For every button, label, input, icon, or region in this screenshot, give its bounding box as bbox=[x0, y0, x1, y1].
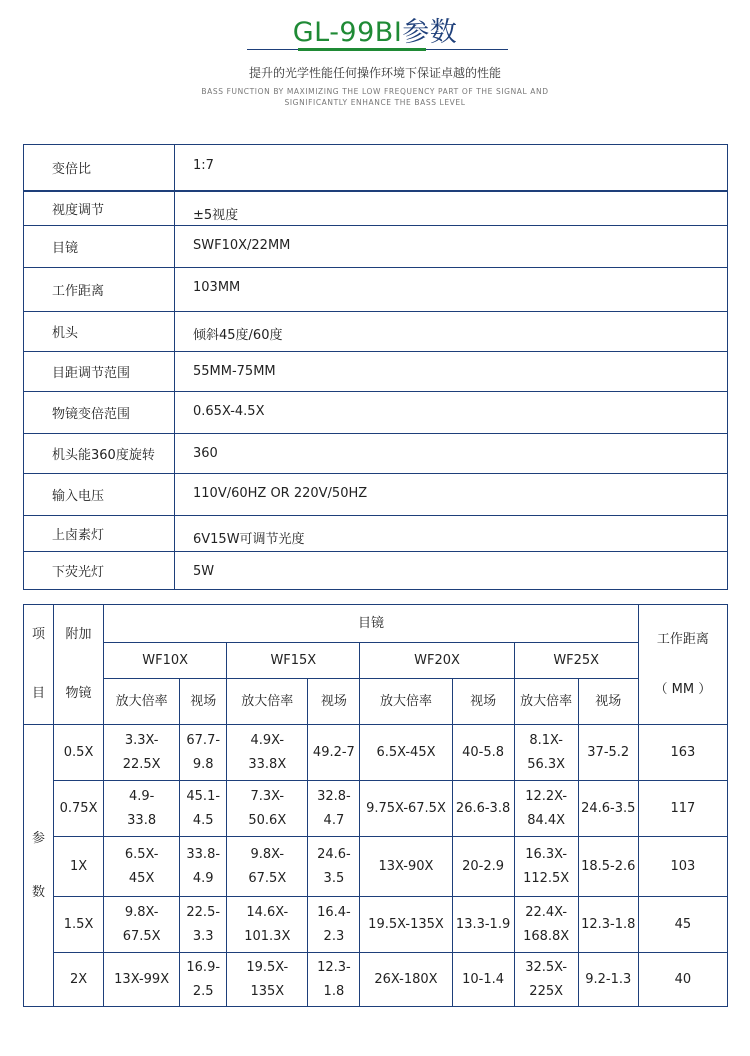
cell-line: 67.7- bbox=[186, 732, 221, 748]
spec-row bbox=[24, 267, 727, 311]
spec-key: 输入电压 bbox=[24, 474, 175, 515]
cell-line: 6.5X-45X bbox=[376, 744, 436, 760]
spec-value: 55MM-75MM bbox=[193, 364, 276, 379]
cell-line: 45.1- bbox=[186, 788, 221, 804]
spec-value: 1:7 bbox=[193, 158, 214, 173]
addon-objective: 2X bbox=[54, 953, 104, 1007]
cell-line: 168.8X bbox=[523, 928, 570, 944]
cell-line: 26.6-3.8 bbox=[455, 800, 511, 816]
cell-line: 13X-90X bbox=[378, 858, 434, 874]
spec-value: 倾斜45度/60度 bbox=[193, 328, 283, 343]
cell-line: 7.3X- bbox=[250, 788, 285, 804]
addon-objective-header bbox=[54, 605, 104, 725]
spec-value: 0.65X-4.5X bbox=[193, 404, 265, 419]
cell-line: 18.5-2.6 bbox=[581, 858, 636, 874]
magnification-cell bbox=[360, 725, 452, 781]
spec-key: 目距调节范围 bbox=[24, 352, 175, 391]
magnification-cell bbox=[104, 897, 180, 953]
cell-line: 16.3X- bbox=[525, 846, 568, 862]
working-distance-unit: （ MM ） bbox=[654, 681, 712, 697]
spec-key: 变倍比 bbox=[24, 145, 175, 190]
working-distance-value: 103 bbox=[638, 837, 727, 897]
field-of-view-cell bbox=[452, 837, 514, 897]
item-header-top: 项 bbox=[32, 627, 46, 642]
eyepiece-name: WF15X bbox=[227, 643, 360, 679]
table-row bbox=[24, 837, 728, 897]
field-of-view-cell bbox=[578, 781, 638, 837]
field-of-view-cell bbox=[452, 781, 514, 837]
page-title bbox=[0, 10, 750, 49]
cell-line: 225X bbox=[529, 983, 564, 999]
field-of-view-cell bbox=[308, 953, 360, 1007]
cell-line: 67.5X bbox=[248, 870, 287, 886]
cell-line: 67.5X bbox=[122, 928, 161, 944]
cell-line: 22.4X- bbox=[525, 904, 568, 920]
field-of-view-header: 视场 bbox=[308, 679, 360, 725]
title-suffix: 参数 bbox=[402, 17, 458, 48]
cell-line: 13.3-1.9 bbox=[455, 916, 511, 932]
field-of-view-cell bbox=[578, 725, 638, 781]
working-distance-value: 163 bbox=[638, 725, 727, 781]
eyepiece-header: 目镜 bbox=[104, 605, 639, 643]
item-header-bottom: 目 bbox=[32, 686, 46, 701]
subtitle: 提升的光学性能任何操作环境下保证卓越的性能 bbox=[248, 66, 501, 80]
spec-row bbox=[24, 225, 727, 267]
addon-header-bottom: 物镜 bbox=[65, 686, 92, 701]
cell-line: 20-2.9 bbox=[462, 858, 505, 874]
field-of-view-cell bbox=[308, 837, 360, 897]
spec-row bbox=[24, 391, 727, 433]
parameter-table bbox=[23, 604, 728, 1007]
spec-value: 6V15W可调节光度 bbox=[193, 532, 305, 547]
table-row bbox=[24, 953, 728, 1007]
cell-line: 12.3-1.8 bbox=[581, 916, 636, 932]
cell-line: 4.9 bbox=[192, 870, 214, 886]
cell-line: 13X-99X bbox=[114, 971, 170, 987]
addon-objective: 1X bbox=[54, 837, 104, 897]
side-label-bottom: 数 bbox=[32, 884, 46, 900]
subtitle-english-line-2: SIGNIFICANTLY ENHANCE THE BASS LEVEL bbox=[284, 98, 466, 107]
title-model: GL-99BI bbox=[292, 17, 403, 48]
magnification-cell bbox=[227, 781, 308, 837]
addon-objective: 0.75X bbox=[54, 781, 104, 837]
cell-line: 4.9- bbox=[128, 788, 155, 804]
spec-key: 上卤素灯 bbox=[24, 516, 175, 551]
field-of-view-cell bbox=[452, 897, 514, 953]
field-of-view-cell bbox=[180, 897, 227, 953]
field-of-view-cell bbox=[578, 897, 638, 953]
spec-key: 下荧光灯 bbox=[24, 552, 175, 589]
cell-line: 33.8X bbox=[248, 756, 287, 772]
field-of-view-header: 视场 bbox=[180, 679, 227, 725]
magnification-header: 放大倍率 bbox=[227, 679, 308, 725]
cell-line: 84.4X bbox=[527, 812, 566, 828]
spec-key: 机头能360度旋转 bbox=[24, 434, 175, 473]
table-row bbox=[24, 781, 728, 837]
subtitle-english-line-1: BASS FUNCTION BY MAXIMIZING THE LOW FREQUENCY PART OF THE SIGNAL AND bbox=[201, 87, 549, 96]
cell-line: 33.8- bbox=[186, 846, 221, 862]
field-of-view-header: 视场 bbox=[452, 679, 514, 725]
cell-line: 56.3X bbox=[527, 756, 566, 772]
spec-row bbox=[24, 473, 727, 515]
eyepiece-name: WF20X bbox=[360, 643, 514, 679]
cell-line: 24.6- bbox=[317, 846, 351, 862]
cell-line: 16.4- bbox=[317, 904, 351, 920]
cell-line: 37-5.2 bbox=[587, 744, 630, 760]
side-label-top: 参 bbox=[32, 830, 46, 846]
cell-line: 50.6X bbox=[248, 812, 287, 828]
addon-header-top: 附加 bbox=[65, 627, 92, 642]
cell-line: 4.9X- bbox=[250, 732, 285, 748]
cell-line: 6.5X- bbox=[124, 846, 159, 862]
cell-line: 4.5 bbox=[192, 812, 214, 828]
cell-line: 40-5.8 bbox=[462, 744, 505, 760]
cell-line: 9.75X-67.5X bbox=[366, 800, 446, 816]
magnification-cell bbox=[360, 837, 452, 897]
cell-line: 33.8 bbox=[127, 812, 157, 828]
addon-objective: 1.5X bbox=[54, 897, 104, 953]
field-of-view-cell bbox=[578, 953, 638, 1007]
cell-line: 14.6X- bbox=[246, 904, 289, 920]
spec-value: SWF10X/22MM bbox=[193, 238, 291, 253]
cell-line: 32.8- bbox=[317, 788, 351, 804]
field-of-view-cell bbox=[180, 781, 227, 837]
cell-line: 3.3 bbox=[192, 928, 214, 944]
spec-row bbox=[24, 551, 727, 589]
spec-row bbox=[24, 351, 727, 391]
table-row bbox=[24, 897, 728, 953]
magnification-cell bbox=[360, 953, 452, 1007]
magnification-cell bbox=[227, 953, 308, 1007]
cell-line: 16.9- bbox=[186, 959, 221, 975]
cell-line: 2.3 bbox=[323, 928, 345, 944]
cell-line: 19.5X- bbox=[246, 959, 289, 975]
subtitle-english bbox=[180, 86, 570, 108]
cell-line: 9.2-1.3 bbox=[585, 971, 632, 987]
magnification-header: 放大倍率 bbox=[104, 679, 180, 725]
spec-row bbox=[24, 433, 727, 473]
magnification-cell bbox=[104, 781, 180, 837]
cell-line: 45X bbox=[128, 870, 155, 886]
cell-line: 19.5X-135X bbox=[368, 916, 444, 932]
spec-row bbox=[24, 145, 727, 191]
field-of-view-cell bbox=[452, 953, 514, 1007]
cell-line: 12.2X- bbox=[525, 788, 568, 804]
cell-line: 135X bbox=[250, 983, 285, 999]
eyepiece-row bbox=[24, 643, 728, 679]
header-row bbox=[24, 605, 728, 643]
spec-value: ±5视度 bbox=[193, 208, 239, 223]
field-of-view-cell bbox=[180, 953, 227, 1007]
magnification-cell bbox=[514, 725, 578, 781]
working-distance-label: 工作距离 bbox=[656, 631, 709, 647]
spec-key: 机头 bbox=[24, 312, 175, 351]
field-of-view-cell bbox=[578, 837, 638, 897]
field-of-view-cell bbox=[180, 837, 227, 897]
magnification-cell bbox=[514, 953, 578, 1007]
eyepiece-name: WF25X bbox=[514, 643, 638, 679]
cell-line: 49.2-7 bbox=[312, 744, 355, 760]
magnification-cell bbox=[514, 781, 578, 837]
spec-key: 物镜变倍范围 bbox=[24, 392, 175, 433]
table-row bbox=[24, 725, 728, 781]
working-distance-value: 40 bbox=[638, 953, 727, 1007]
working-distance-value: 45 bbox=[638, 897, 727, 953]
working-distance-header bbox=[638, 605, 727, 725]
magnification-cell bbox=[227, 837, 308, 897]
parameter-side-label bbox=[24, 725, 54, 1007]
subheader-row bbox=[24, 679, 728, 725]
magnification-header: 放大倍率 bbox=[360, 679, 452, 725]
magnification-cell bbox=[227, 725, 308, 781]
cell-line: 10-1.4 bbox=[462, 971, 505, 987]
cell-line: 4.7 bbox=[323, 812, 345, 828]
addon-objective: 0.5X bbox=[54, 725, 104, 781]
magnification-cell bbox=[514, 837, 578, 897]
magnification-cell bbox=[360, 781, 452, 837]
cell-line: 3.5 bbox=[323, 870, 345, 886]
cell-line: 12.3- bbox=[317, 959, 351, 975]
spec-value: 360 bbox=[193, 446, 218, 461]
cell-line: 112.5X bbox=[523, 870, 570, 886]
cell-line: 32.5X- bbox=[525, 959, 568, 975]
spec-row bbox=[24, 311, 727, 351]
working-distance-value: 117 bbox=[638, 781, 727, 837]
magnification-cell bbox=[104, 837, 180, 897]
cell-line: 9.8 bbox=[192, 756, 214, 772]
spec-value: 5W bbox=[193, 564, 215, 579]
spec-key: 视度调节 bbox=[24, 192, 175, 225]
cell-line: 3.3X- bbox=[124, 732, 159, 748]
cell-line: 9.8X- bbox=[124, 904, 159, 920]
cell-line: 22.5- bbox=[186, 904, 221, 920]
cell-line: 101.3X bbox=[244, 928, 291, 944]
field-of-view-cell bbox=[308, 725, 360, 781]
spec-row bbox=[24, 515, 727, 551]
cell-line: 1.8 bbox=[323, 983, 345, 999]
field-of-view-header: 视场 bbox=[578, 679, 638, 725]
spec-value: 110V/60HZ OR 220V/50HZ bbox=[193, 486, 368, 501]
field-of-view-cell bbox=[180, 725, 227, 781]
cell-line: 9.8X- bbox=[250, 846, 285, 862]
magnification-cell bbox=[514, 897, 578, 953]
magnification-cell bbox=[104, 725, 180, 781]
eyepiece-name: WF10X bbox=[104, 643, 227, 679]
title-divider-accent bbox=[298, 48, 426, 51]
cell-line: 2.5 bbox=[192, 983, 214, 999]
spec-value: 103MM bbox=[193, 280, 241, 295]
spec-key: 工作距离 bbox=[24, 268, 175, 311]
magnification-cell bbox=[360, 897, 452, 953]
spec-row bbox=[24, 191, 727, 225]
field-of-view-cell bbox=[308, 897, 360, 953]
spec-table bbox=[23, 144, 728, 590]
cell-line: 22.5X bbox=[122, 756, 161, 772]
cell-line: 26X-180X bbox=[374, 971, 438, 987]
magnification-cell bbox=[104, 953, 180, 1007]
item-header bbox=[24, 605, 54, 725]
spec-key: 目镜 bbox=[24, 226, 175, 267]
cell-line: 24.6-3.5 bbox=[581, 800, 636, 816]
magnification-header: 放大倍率 bbox=[514, 679, 578, 725]
magnification-cell bbox=[227, 897, 308, 953]
field-of-view-cell bbox=[308, 781, 360, 837]
cell-line: 8.1X- bbox=[529, 732, 563, 748]
field-of-view-cell bbox=[452, 725, 514, 781]
